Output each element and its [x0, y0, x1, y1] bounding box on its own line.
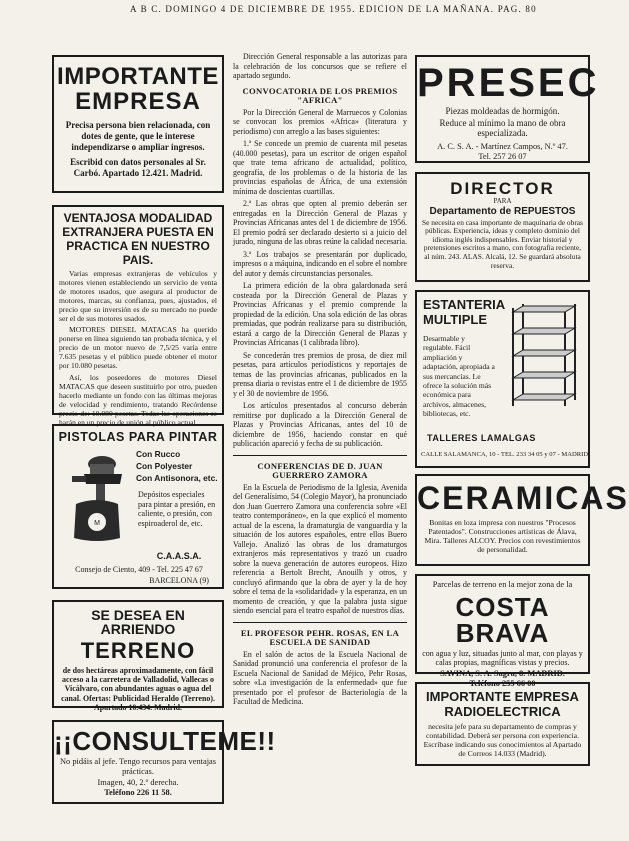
ad-pistolas [52, 424, 224, 589]
ad-text: de dos hectáreas aproximadamente, con fácil acceso a la carretera de Valladolid, Vallecas o Vicálvaro, con abundantes aguas o agua del canal. Ofertas: Publicidad Heraldo (Terreno). Apartado 10.434. Madrid. [61, 666, 215, 712]
svg-text:M: M [94, 520, 100, 527]
ad-phone: Teléfono 255 66 00 [469, 679, 536, 688]
ad-company: C.A.A.S.A. [156, 551, 202, 561]
article-paragraph: La primera edición de la obra galardonada será costeada por la Dirección General de Plazas y Provincias Africanas y el premio comprende la propiedad de la edición. Una sola edición de las obras premiadas, que podrán realizarse para su distribución, estará a cargo de la Dirección General de Plazas y Provincias Africanas (1 calibrada libro). [233, 281, 407, 347]
ad-city: BARCELONA (9) [149, 576, 209, 585]
ad-subtitle: EMPRESA [75, 88, 201, 115]
ad-estanteria [415, 290, 590, 468]
article-paragraph: Por la Dirección General de Marruecos y Colonias se convocan los premios «Africa» (literatura y periodismo) con arreglo a las bases siguientes: [233, 107, 407, 136]
ad-title: PISTOLAS PARA PINTAR [58, 430, 218, 444]
article-paragraph: 1.ª Se concede un premio de cuarenta mil pesetas (40.000 pesetas), para un escritor de origen español que trate tema africano de actualidad, político, geografía, de los problemas o de la historia de las provincias españolas de África, de una extensión mínima de doscientas cuartillas. [233, 139, 407, 196]
ad-title: CERAMICAS [417, 480, 629, 516]
ad-option: Con Polyester [136, 461, 193, 471]
ad-text: Bonitas en loza impresa con nuestros "Procesos Patentados". Construcciones artísticas de Álava, Mira. Talleres ALCOY. Precios con revestimientos de personalidad. [424, 518, 581, 554]
ad-importante-empresa [52, 55, 224, 193]
ad-text: Desarmable y regulable. Fácil ampliación y adaptación, apropiada a sus mercancías. Le ofrece la solución más económica para archivos, almacenes, bibliotecas, etc. [423, 334, 495, 419]
article-paragraph: Se concederán tres premios de prosa, de diez mil pesetas, para artículos periodísticos y reportajes de temas de las provincias africanas, publicados en la prensa diaria o revistas entre el 1 de diciembre de 1955 y el 30 de noviembre de 1956. [233, 350, 407, 398]
ad-subtitle: MULTIPLE [423, 312, 488, 327]
ad-text: Depósitos especiales para pintar a presión, en caliente, o presión, con espiroaderol de, etc. [138, 490, 216, 528]
article-paragraph: En el salón de actos de la Escuela Nacional de Sanidad pronunció una conferencia el profesor de la Escuela Nacional de Sanidad de Méjico, Pehr Rosas, sobre «La investigación de la enfermedad» que fue presentado por el profesor de Bacteriología de la Facultad de Medicina. [233, 649, 407, 706]
ad-text: Piezas moldeadas de hormigón. [445, 106, 560, 116]
article-paragraph: Dirección General responsable a las autorizas para la celebración de los concursos que se refiere el apartado segundo. [233, 52, 407, 80]
article-heading: EL PROFESOR PEHR. ROSAS, EN LA ESCUELA DE SANIDAD [240, 627, 400, 647]
ad-paragraph: MOTORES DIESEL MATACAS ha querido ponerse en línea siguiendo tan probada técnica, y el precio de un motor nuevo de 7,5/25 varía entre 7.635 pesetas y el público puede obtener el motor por 10.080 pesetas. [59, 325, 217, 371]
ad-address: Imagen, 40, 2.º derecha. [97, 777, 179, 787]
ad-paragraph: Varias empresas extranjeras de vehículos y motores vienen estableciendo un servicio de venta de motores usados, que asegura al productor de motores, marcas, su confianza, pues, ajustados, el precio que su inversión es de su mercado no puede ser el de sus motores usados. [59, 269, 217, 323]
ad-title: DIRECTOR [450, 179, 555, 198]
article-paragraph: 3.ª Los trabajos se presentarán por duplicado, impresos o a máquina, indicando en el sobre el nombre del autor y demás circunstancias personales. [233, 249, 407, 278]
ad-subtitle: Departamento de REPUESTOS [429, 205, 576, 217]
ad-phone: Tel. 257 26 07 [478, 151, 527, 161]
ad-radioelectrica [415, 682, 590, 766]
ad-title: SE DESEA EN ARRIENDO [91, 607, 185, 637]
article-heading: CONFERENCIAS DE D. JUAN GUERRERO ZAMORA [257, 460, 383, 480]
ad-title: COSTA BRAVA [455, 591, 550, 648]
ad-paragraph: Así, los poseedores de motores Diesel MATACAS que deseen sustituirlo por otro, pueden hacerlo mediante un fondo con las últimas mejoras de velocidad y rendimiento, tratando Recórdense precio de: 10.080 pesetas. Todas las operaciones se harán en un precio de unión al público actual. [59, 372, 217, 427]
ad-company: SAVINA, S. A. Sagra, 8. MADRID. [440, 669, 565, 679]
ad-title: IMPORTANTE [57, 63, 219, 90]
ad-consultenos [52, 720, 276, 804]
ad-title: ¡¡CONSULTEME!! [54, 726, 276, 756]
ad-text: PARA [493, 197, 512, 205]
page-header: A B C. DOMINGO 4 DE DICIEMBRE DE 1955. EDICION DE LA MAÑANA. PAG. 80 [130, 4, 537, 14]
ad-text: Parcelas de terreno en la mejor zona de la [432, 580, 573, 589]
ad-address: Consejo de Ciento, 409 - Tel. 225 47 67 [75, 565, 203, 574]
article-paragraph: 2.ª Las obras que opten al premio deberán ser entregadas en la Dirección General de Plazas y Provincias Africanas antes del 1 de diciembre de 1956. El premio podrá ser declarado desierto si a juicio del jurado, ninguna de las obras reúne la calidad necesaria. [233, 199, 407, 246]
ad-title: ESTANTERIA [423, 297, 506, 312]
ad-subtitle: RADIOELECTRICA [444, 704, 561, 719]
divider [233, 622, 407, 623]
ad-title: IMPORTANTE EMPRESA [426, 689, 579, 704]
ad-text: No pidáis al jefe. Tengo recursos para ventajas prácticas. [60, 757, 216, 776]
ad-text: con agua y luz, situadas junto al mar, con playas y calas propias, magníficas vistas y precios. [422, 648, 583, 667]
ad-costa-brava [415, 574, 590, 688]
ad-subtitle: TERRENO [80, 638, 196, 663]
article-paragraph: Los artículos presentados al concurso deberán remitirse por duplicado a la Dirección General de Plazas y Provincias Africanas, antes del 10 de diciembre de 1956, haciendo constar en qué publicación apareció y fecha de su publicación. [233, 401, 407, 448]
ad-text: necesita jefe para su departamento de compras y contabilidad. Deberá ser persona con experiencia. Escríbase indicando sus conocimientos al Apartado de Correos 14.033 (Madrid). [423, 722, 582, 758]
ad-director [415, 172, 590, 282]
ad-phone: Teléfono 226 11 58. [104, 788, 172, 798]
article-paragraph: En la Escuela de Periodismo de la Iglesia, Avenida del Generalísimo, 54 (Colegio Mayor), ha pronunciado don Juan Guerrero Zamora una conferencia sobre «El teatro contemporáneo», en la que explicó el momento actual de la escena, la dramaturgia de vanguardia y la situación de los autores españoles, entre ellos Buero Vallejo. Analizó las obras de los dramaturgos extranjeros más representativos y trazó un cuadro sobre la nueva generación de autores europeos. Hizo referencia a Bertolt Brecht, Anouilh y otros, y concluyó afirmando que la obra de ayer y la de hoy sobre el tema de la «solidaridad» y la esperanza, en un momento de creación, y que la palabra justa sigue siendo esencial para el teatro español de nuestros días. [233, 482, 407, 615]
ad-text: Precisa persona bien relacionada, con dotes de gente, que le interese independizarse o ampliar ingresos. [65, 120, 211, 152]
ad-ceramicas [415, 474, 629, 566]
ad-address: CALLE SALAMANCA, 10 - TEL. 233 34 05 y 07 - MADRID [421, 451, 589, 458]
ad-contact: Escribid con datos personales al Sr. Carbó. Apartado 12.421. Madrid. [70, 157, 206, 178]
ad-option: Con Antisonora, etc. [136, 473, 218, 483]
ad-text: Reduce al mínimo la mano de obra especializada. [439, 117, 566, 139]
spray-gun-icon [62, 452, 132, 544]
ad-option: Con Rucco [136, 449, 181, 459]
ad-text: Se necesita en casa importante de maquinaria de obras públicas. Experiencia, ideas y completo dominio del idioma inglés indispensables. Enviar historial y pretensiones escritos a mano, con fotografía reciente, al núm. 243. ALAS. Alcalá, 12. Se guardará absoluta reserva. [422, 217, 583, 270]
ad-maker: TALLERES LAMALGAS [427, 433, 536, 443]
middle-column [233, 52, 407, 822]
shelving-icon [503, 304, 583, 410]
ad-address: A. C. S. A. - Martínez Campos, N.º 47. [437, 141, 568, 151]
article-heading: CONVOCATORIA DE LOS PREMIOS "AFRICA" [242, 85, 398, 105]
divider [233, 455, 407, 456]
ad-title: PRESEC [417, 61, 600, 105]
ad-arriendo [52, 600, 224, 712]
ad-presec [415, 55, 600, 163]
ad-ventajosa [52, 205, 224, 427]
ad-title: VENTAJOSA MODALIDAD EXTRANJERA PUESTA EN PRACTICA EN NUESTRO PAIS. [62, 211, 214, 267]
